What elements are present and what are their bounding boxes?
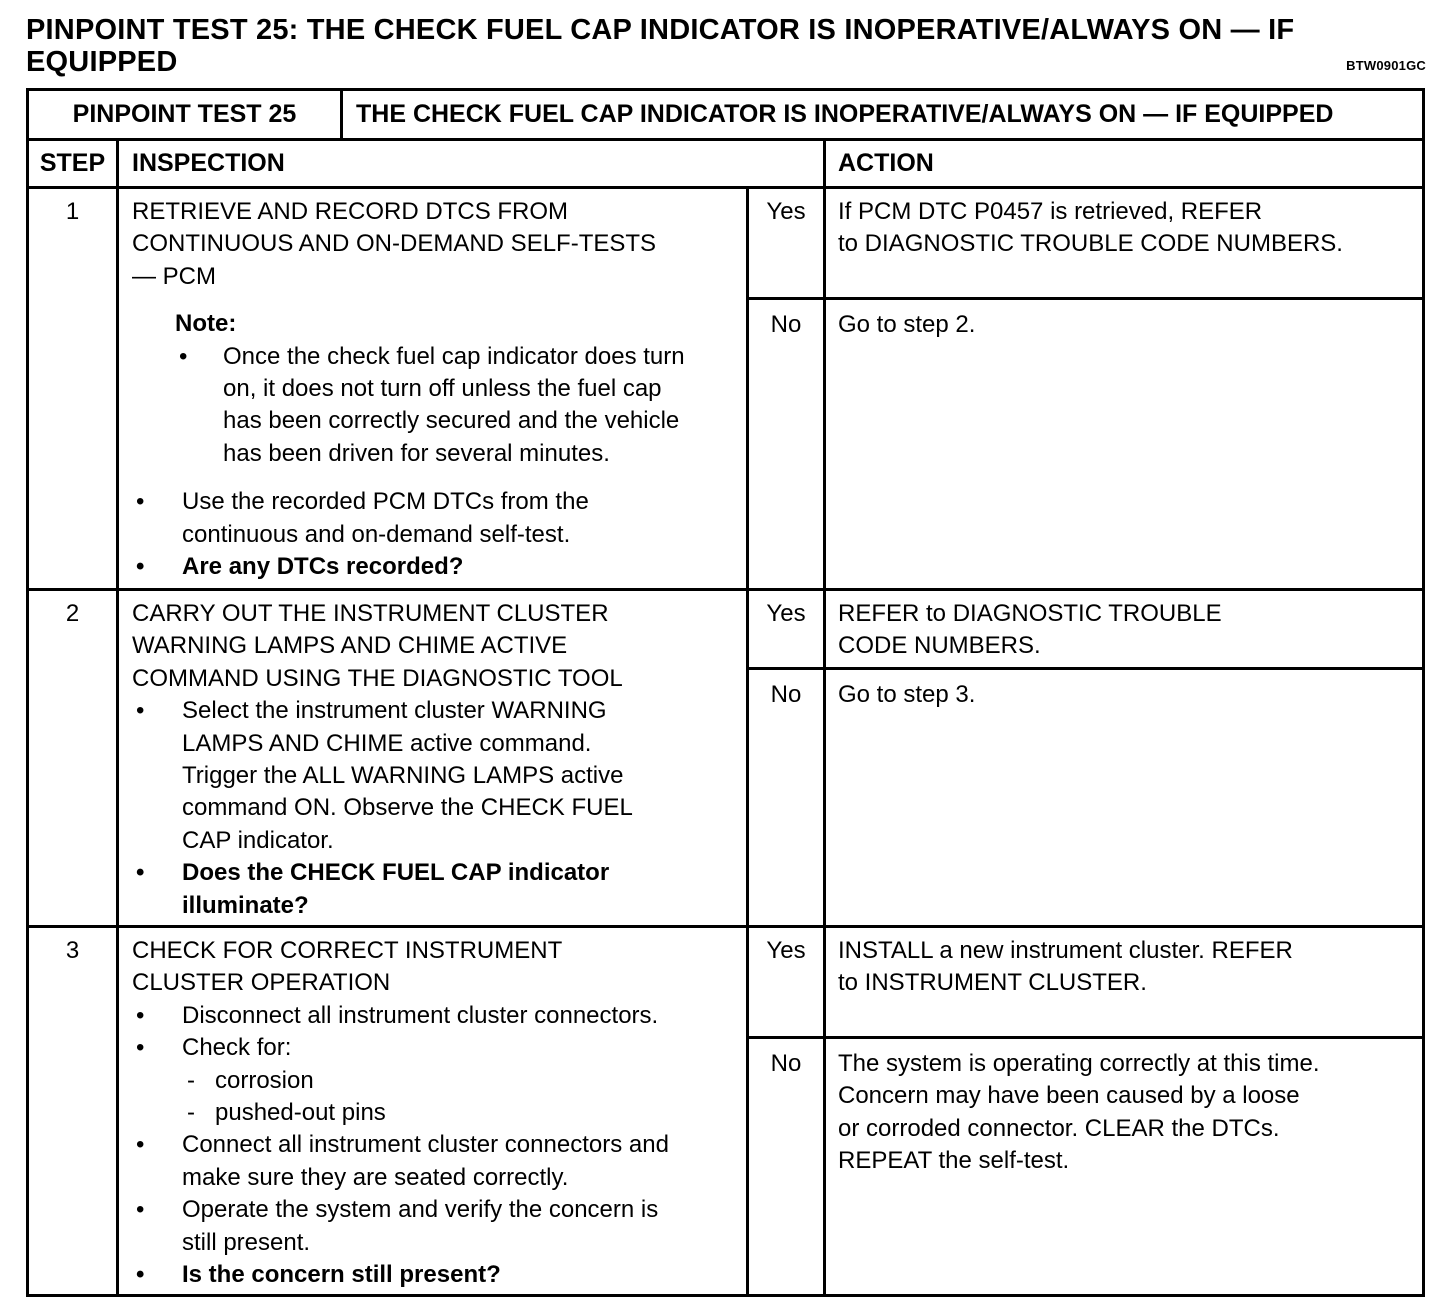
bullet-line: • Select the instrument cluster WARNING: [182, 697, 607, 725]
note-line: has been correctly secured and the vehicle: [223, 407, 680, 435]
bullet-line: • Use the recorded PCM DTCs from the: [182, 488, 589, 516]
action-line: If PCM DTC P0457 is retrieved, REFER: [838, 198, 1263, 225]
action-line: Concern may have been caused by a loose: [838, 1082, 1300, 1110]
step-inspection: [132, 935, 744, 1291]
yes-no-rule: [746, 667, 1425, 670]
inspection-heading-line: CLUSTER OPERATION: [132, 969, 391, 997]
action-line: to INSTRUMENT CLUSTER.: [838, 969, 1147, 997]
bullet-item: [132, 486, 744, 551]
note-bullet: [175, 341, 744, 471]
question-item: • Are any DTCs recorded?: [132, 551, 744, 583]
bullet-line: • Connect all instrument cluster connectors and: [182, 1131, 669, 1159]
note-label: Note:: [175, 310, 237, 338]
bullet-line: continuous and on-demand self-test.: [182, 520, 571, 548]
table-rule: [26, 186, 1425, 189]
table-rule: [26, 588, 1425, 591]
bullet-line: command ON. Observe the CHECK FUEL: [182, 794, 633, 822]
inspection-heading-line: WARNING LAMPS AND CHIME ACTIVE: [132, 632, 568, 660]
column-header-step: STEP: [39, 149, 106, 177]
inspection-heading-line: CONTINUOUS AND ON-DEMAND SELF-TESTS: [132, 230, 657, 258]
bullet-line: CAP indicator.: [182, 826, 334, 854]
table-rule: [746, 186, 749, 1297]
test-label: PINPOINT TEST 25: [72, 100, 297, 128]
table-rule: [26, 138, 1425, 141]
inspection-bullets: [132, 486, 744, 583]
title-line-1: PINPOINT TEST 25: THE CHECK FUEL CAP INDICATOR IS INOPERATIVE/ALWAYS ON — IF: [26, 14, 1295, 46]
column-header-action: ACTION: [838, 149, 934, 177]
question-line: • Does the CHECK FUEL CAP indicator: [182, 859, 610, 887]
no-label: No: [770, 311, 802, 338]
bullet-line: still present.: [182, 1228, 311, 1256]
yes-action: [838, 935, 1422, 1000]
bullet-line: Trigger the ALL WARNING LAMPS active: [182, 762, 624, 790]
action-line: REFER to DIAGNOSTIC TROUBLE: [838, 600, 1222, 627]
title-line-2: EQUIPPED: [26, 46, 178, 78]
yes-label: Yes: [766, 937, 806, 964]
bullet-item: [132, 695, 744, 857]
table-border-top: [26, 88, 1425, 91]
table-border-bottom: [26, 1294, 1425, 1297]
action-line: The system is operating correctly at this time.: [838, 1050, 1320, 1077]
yes-label: Yes: [766, 198, 806, 225]
no-action: [838, 309, 1422, 341]
bullet-line: make sure they are seated correctly.: [182, 1163, 569, 1191]
dash-item: - corrosion: [132, 1065, 744, 1097]
yes-no-rule: [746, 297, 1425, 300]
no-action: [838, 679, 1422, 711]
inspection-bullets: [132, 695, 744, 922]
step-inspection: [132, 598, 744, 922]
step-number: 1: [65, 198, 80, 225]
yes-action: [838, 598, 1422, 663]
table-border-right: [1422, 88, 1425, 1297]
step-number: 3: [65, 937, 80, 964]
no-label: No: [770, 681, 802, 708]
action-line: REPEAT the self-test.: [838, 1147, 1070, 1175]
bullet-line: LAMPS AND CHIME active command.: [182, 729, 592, 757]
question-item: [132, 857, 744, 922]
action-line: to DIAGNOSTIC TROUBLE CODE NUMBERS.: [838, 230, 1343, 258]
bullet-item: [132, 1194, 744, 1259]
table-rule: [823, 138, 826, 1297]
bullet-line: • Operate the system and verify the concern is: [182, 1196, 659, 1224]
inspection-heading-line: — PCM: [132, 262, 216, 290]
note-line: on, it does not turn off unless the fuel cap: [223, 375, 662, 403]
no-label: No: [770, 1050, 802, 1077]
note-line: • Once the check fuel cap indicator does turn: [223, 342, 685, 370]
dash-item: - pushed-out pins: [132, 1097, 744, 1129]
yes-no-rule: [746, 1036, 1425, 1039]
inspection-bullets: [132, 1000, 744, 1292]
column-header-inspection: INSPECTION: [132, 149, 285, 177]
action-line: Go to step 2.: [838, 311, 976, 338]
question-line: illuminate?: [182, 891, 309, 919]
action-line: CODE NUMBERS.: [838, 632, 1041, 660]
no-action: [838, 1048, 1422, 1178]
test-title: THE CHECK FUEL CAP INDICATOR IS INOPERATIVE/ALWAYS ON — IF EQUIPPED: [356, 100, 1334, 128]
inspection-heading-line: RETRIEVE AND RECORD DTCS FROM: [132, 198, 569, 225]
inspection-heading-line: CARRY OUT THE INSTRUMENT CLUSTER: [132, 600, 609, 627]
bullet-item: • Disconnect all instrument cluster connectors.: [132, 1000, 744, 1032]
action-line: INSTALL a new instrument cluster. REFER: [838, 937, 1293, 964]
step-inspection: [132, 196, 744, 583]
yes-action: [838, 196, 1422, 261]
table-rule: [340, 88, 343, 138]
question-item: • Is the concern still present?: [132, 1259, 744, 1291]
table-rule: [116, 138, 119, 1297]
inspection-heading-line: COMMAND USING THE DIAGNOSTIC TOOL: [132, 664, 623, 692]
table-border-left: [26, 88, 29, 1297]
yes-label: Yes: [766, 600, 806, 627]
note-line: has been driven for several minutes.: [223, 439, 610, 467]
inspection-heading-line: CHECK FOR CORRECT INSTRUMENT: [132, 937, 563, 964]
bullet-item: [132, 1129, 744, 1194]
action-line: or corroded connector. CLEAR the DTCs.: [838, 1114, 1280, 1142]
figure-id: BTW0901GC: [1346, 58, 1426, 73]
table-rule: [26, 925, 1425, 928]
action-line: Go to step 3.: [838, 681, 976, 708]
step-number: 2: [65, 600, 80, 627]
bullet-item: • Check for:: [132, 1032, 744, 1064]
